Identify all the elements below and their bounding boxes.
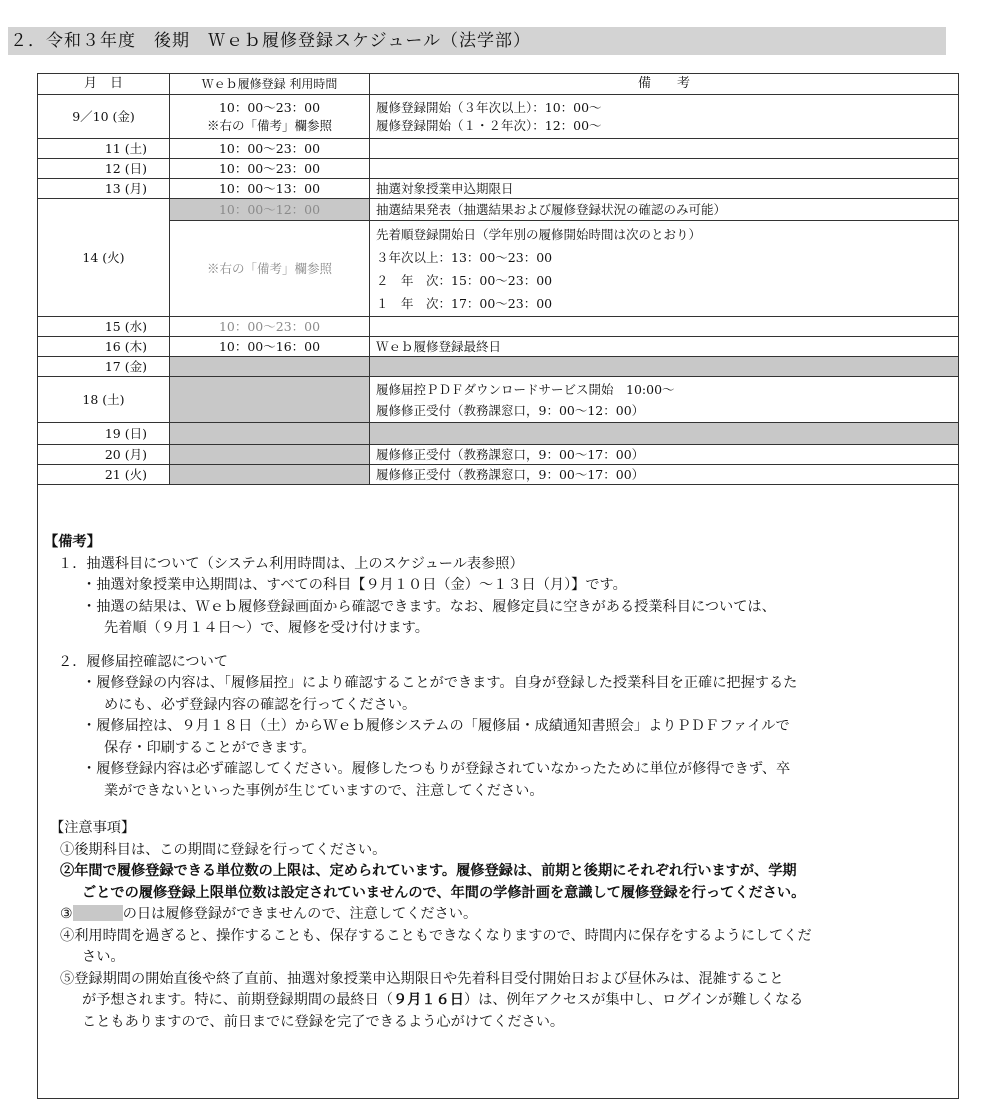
table-row	[38, 445, 959, 465]
chuui-note5: ⑤登録期間の開始直後や終了直前、抽選対象授業申込期限日や先着科目受付開始日および昼休みは、混雑すること	[60, 970, 784, 987]
row-time	[170, 357, 370, 377]
bikou-s2-bullet2-cont: 保存・印刷することができます。	[104, 739, 316, 756]
chuui-note3-prefix: ③	[60, 906, 73, 922]
row-time	[170, 423, 370, 445]
row-date: 16 (木)	[38, 337, 170, 357]
row-date: 14 (火)	[38, 199, 170, 317]
row-time: 10：00～12：00	[170, 199, 370, 221]
row-time-line1: 10：00～23：00	[218, 99, 321, 115]
row-notes	[370, 357, 959, 377]
bikou-s1-bullet1: ・抽選対象授業申込期間は、すべての科目【９月１０日（金）～１３日（月）】です。	[82, 577, 627, 593]
row-notes	[370, 139, 959, 159]
row-note-line: 先着順登録開始日（学年別の履修開始時間は次のとおり）	[376, 226, 702, 242]
row-notes: 抽選対象授業申込期限日	[370, 179, 959, 199]
row-note-line: １ 年 次：17：00～23：00	[376, 295, 553, 311]
row-notes	[370, 317, 959, 337]
row-notes	[370, 377, 959, 423]
schedule-table	[37, 73, 959, 485]
table-row	[38, 317, 959, 337]
bikou-s2-bullet1-cont: めにも、必ず登録内容の確認を行ってください。	[104, 696, 417, 713]
page-title: ２．令和３年度 後期 Ｗｅｂ履修登録スケジュール（法学部）	[8, 27, 946, 55]
table-row	[38, 423, 959, 445]
row-notes	[370, 221, 959, 317]
row-time	[170, 445, 370, 465]
row-date: 19 (日)	[38, 423, 170, 445]
chuui-note5-cont	[44, 990, 954, 1012]
bikou-heading: 【備考】	[44, 534, 101, 550]
bikou-s2-bullet1: ・履修登録の内容は、「履修届控」により確認することができます。自身が登録した授業科目を正確に把握するた	[82, 675, 798, 691]
row-note-line: 履修登録開始（３年次以上）：10：00～	[376, 99, 602, 115]
chuui-note5-pre: が予想されます。特に、前期登録期間の最終日（	[82, 992, 393, 1008]
chuui-note3	[44, 904, 954, 926]
row-note-line: 履修届控ＰＤＦダウンロードサービス開始 10:00～	[376, 381, 675, 397]
gray-swatch	[73, 905, 123, 921]
bikou-s2-bullet2: ・履修届控は、９月１８日（土）からＷｅｂ履修システムの「履修届・成績通知書照会」よりＰＤＦファイルで	[82, 718, 790, 734]
row-notes	[370, 95, 959, 139]
table-row	[38, 465, 959, 485]
row-notes: 抽選結果発表（抽選結果および履修登録状況の確認のみ可能）	[370, 199, 959, 221]
row-date: 13 (月)	[38, 179, 170, 199]
header-time: Ｗｅｂ履修登録 利用時間	[170, 74, 370, 95]
row-date: 12 (日)	[38, 159, 170, 179]
row-date: 20 (月)	[38, 445, 170, 465]
table-row	[38, 95, 959, 139]
table-row	[38, 179, 959, 199]
notes-section	[44, 532, 954, 1033]
row-time: 10：00～23：00	[170, 139, 370, 159]
chuui-note3-suffix: の日は履修登録ができませんので、注意してください。	[122, 906, 478, 922]
row-time	[170, 377, 370, 423]
table-row	[38, 159, 959, 179]
chuui-heading: 【注意事項】	[50, 820, 136, 836]
row-time: 10：00～16：00	[170, 337, 370, 357]
row-note-line: 履修登録開始（１・２年次）：12：00～	[376, 117, 602, 133]
chuui-note4-cont: さい。	[82, 949, 125, 965]
row-notes: 履修修正受付（教務課窓口，9：00～17：00）	[370, 465, 959, 485]
row-time-line2: ※右の「備考」欄参照	[206, 117, 332, 133]
bikou-s2-bullet3-cont: 業ができないといった事例が生じていますので、注意してください。	[104, 782, 544, 799]
bikou-section2-title: ２．履修届控確認について	[58, 653, 228, 670]
chuui-note5-date: ９月１６日	[393, 992, 464, 1008]
row-note-line: ２ 年 次：15：00～23：00	[376, 272, 553, 288]
chuui-note5-cont2: こともありますので、前日までに登録を完了できるよう心がけてください。	[82, 1013, 565, 1030]
row-notes: 履修修正受付（教務課窓口，9：00～17：00）	[370, 445, 959, 465]
table-row	[38, 337, 959, 357]
chuui-note2: ②年間で履修登録できる単位数の上限は、定められています。履修登録は、前期と後期にそれぞれ行いますが、学期	[60, 863, 797, 879]
row-time	[170, 465, 370, 485]
row-note-line: 履修修正受付（教務課窓口，9：00～12：00）	[376, 402, 645, 418]
row-notes: Ｗｅｂ履修登録最終日	[370, 337, 959, 357]
row-date: 17 (金)	[38, 357, 170, 377]
table-row	[38, 221, 959, 317]
row-time: 10：00～23：00	[170, 317, 370, 337]
row-date: 11 (土)	[38, 139, 170, 159]
bikou-s2-bullet3: ・履修登録内容は必ず確認してください。履修したつもりが登録されていなかったために単位が修得できず、卒	[82, 761, 791, 777]
table-row	[38, 199, 959, 221]
row-notes	[370, 423, 959, 445]
chuui-note5-post: ）は、例年アクセスが集中し、ログインが難しくなる	[463, 992, 804, 1008]
table-header-row	[38, 74, 959, 95]
header-date: 月 日	[38, 74, 170, 95]
row-time	[170, 95, 370, 139]
row-time: ※右の「備考」欄参照	[170, 221, 370, 317]
table-row	[38, 357, 959, 377]
row-notes	[370, 159, 959, 179]
row-note-line: ３年次以上：13：00～23：00	[376, 249, 553, 265]
chuui-note4: ④利用時間を過ぎると、操作することも、保存することもできなくなりますので、時間内に保存をするようにしてくだ	[60, 927, 812, 944]
row-time: 10：00～23：00	[170, 159, 370, 179]
bikou-s1-bullet2-cont: 先着順（９月１４日～）で、履修を受け付けます。	[104, 620, 429, 636]
table-row	[38, 377, 959, 423]
chuui-note2-cont: ごとでの履修登録上限単位数は設定されていませんので、年間の学修計画を意識して履修登録を行ってください。	[82, 884, 806, 901]
table-row	[38, 139, 959, 159]
row-date: 21 (火)	[38, 465, 170, 485]
chuui-note1: ①後期科目は、この期間に登録を行ってください。	[60, 841, 387, 858]
bikou-section1-title: １．抽選科目について（システム利用時間は、上のスケジュール表参照）	[58, 555, 524, 572]
row-time: 10：00～13：00	[170, 179, 370, 199]
row-date: 15 (水)	[38, 317, 170, 337]
header-notes: 備 考	[370, 74, 959, 95]
bikou-s1-bullet2: ・抽選の結果は、Ｗｅｂ履修登録画面から確認できます。なお、履修定員に空きがある授業科目については、	[82, 598, 776, 615]
row-date: 9／10 (金)	[38, 95, 170, 139]
row-date: 18 (土)	[38, 377, 170, 423]
